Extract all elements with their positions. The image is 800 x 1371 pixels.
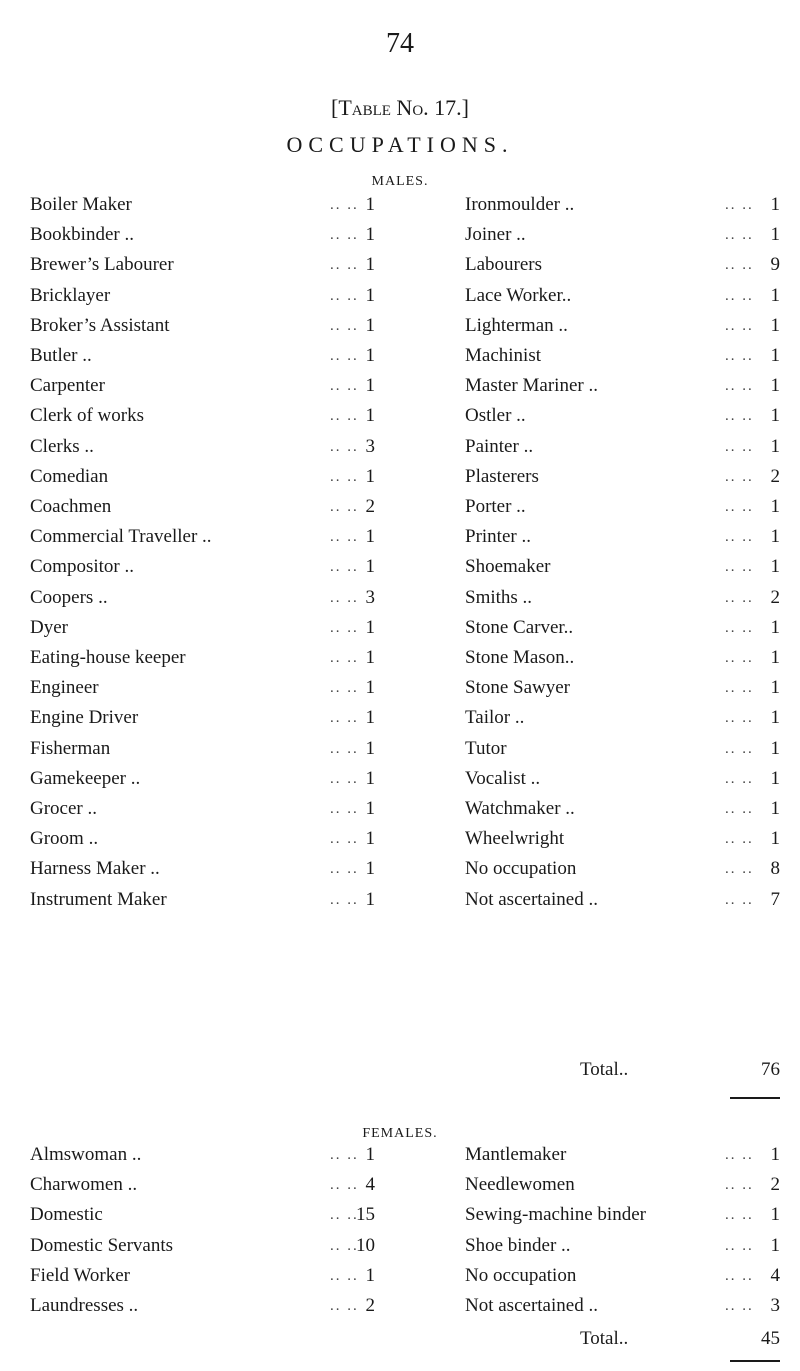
occupation-count: 1 <box>365 858 375 880</box>
list-item <box>30 734 375 764</box>
males-total-label: Total.. <box>580 1059 629 1080</box>
list-item <box>465 250 780 280</box>
list-item <box>30 1200 375 1230</box>
occupation-name: Lace Worker.. <box>465 284 572 306</box>
leader-dots: .. .. <box>725 680 754 697</box>
occupation-name: Brewer’s Labourer <box>30 254 174 276</box>
occupation-name: Sewing-machine binder <box>465 1204 646 1226</box>
leader-dots: .. .. <box>330 831 359 848</box>
leader-dots: .. .. <box>725 831 754 848</box>
occupation-name: Porter .. <box>465 496 526 517</box>
occupation-count: 1 <box>770 707 780 729</box>
leader-dots: .. .. <box>725 438 754 455</box>
occupation-count: 10 <box>356 1234 375 1256</box>
leader-dots: .. .. <box>725 1207 754 1224</box>
occupation-count: 7 <box>770 888 780 910</box>
occupation-count: 1 <box>770 435 780 457</box>
table-label <box>0 95 800 121</box>
leader-dots: .. .. <box>725 740 754 757</box>
occupation-count: 2 <box>770 1174 780 1196</box>
list-item <box>30 643 375 673</box>
occupation-count: 1 <box>365 647 375 668</box>
occupation-name: Not ascertained .. <box>465 888 598 910</box>
list-item <box>465 613 780 643</box>
occupation-name: Smiths .. <box>465 586 533 608</box>
occupation-count: 1 <box>365 707 375 729</box>
occupation-count: 1 <box>365 616 375 638</box>
list-item <box>465 854 780 884</box>
list-item <box>30 824 375 854</box>
leader-dots: .. .. <box>330 197 359 213</box>
occupation-count: 1 <box>365 345 375 366</box>
occupation-name: Field Worker <box>30 1264 130 1286</box>
list-item <box>465 432 780 462</box>
females-heading: FEMALES. <box>362 1126 438 1141</box>
occupation-name: Lighterman .. <box>465 314 568 336</box>
leader-dots: .. .. <box>725 1147 754 1163</box>
leader-dots: .. .. <box>330 317 359 334</box>
occupation-name: Bookbinder .. <box>30 224 134 246</box>
list-item <box>465 1140 780 1170</box>
list-item <box>465 552 780 582</box>
occupation-name: No occupation <box>465 858 577 880</box>
list-item <box>30 885 375 915</box>
leader-dots: .. .. <box>725 861 754 878</box>
occupation-count: 1 <box>770 1144 780 1165</box>
leader-dots: .. .. <box>725 499 754 515</box>
list-item <box>30 371 375 401</box>
occupation-name: Domestic <box>30 1204 103 1226</box>
table-label-text: [Table No. 17.] <box>331 95 469 120</box>
list-item <box>465 583 780 613</box>
leader-dots: .. .. <box>330 1147 359 1163</box>
list-item <box>465 703 780 733</box>
leader-dots: .. .. <box>330 1267 359 1284</box>
leader-dots: .. .. <box>725 619 754 636</box>
occupation-name: Painter .. <box>465 435 534 457</box>
list-item <box>30 311 375 341</box>
occupation-name: Stone Mason.. <box>465 647 575 668</box>
leader-dots: .. .. <box>330 619 359 636</box>
occupation-count: 1 <box>365 828 375 850</box>
occupation-name: Clerks .. <box>30 435 94 457</box>
list-item <box>30 281 375 311</box>
list-item <box>465 643 780 673</box>
leader-dots: .. .. <box>330 1237 359 1254</box>
list-item <box>30 220 375 250</box>
list-item <box>465 885 780 915</box>
occupation-count: 2 <box>770 586 780 608</box>
leader-dots: .. .. <box>330 468 359 485</box>
list-item <box>465 824 780 854</box>
occupation-count: 1 <box>365 314 375 336</box>
leader-dots: .. .. <box>330 740 359 757</box>
leader-dots: .. .. <box>330 1207 359 1224</box>
occupation-name: Labourers <box>465 254 543 276</box>
occupation-count: 1 <box>770 224 780 246</box>
occupation-name: Laundresses .. <box>30 1295 139 1316</box>
list-item <box>30 1170 375 1200</box>
occupation-count: 1 <box>365 1144 375 1165</box>
leader-dots: .. .. <box>725 348 754 364</box>
list-item <box>30 401 375 431</box>
leader-dots: .. .. <box>330 499 359 515</box>
occupation-name: Dyer <box>30 616 68 638</box>
occupation-count: 1 <box>770 616 780 638</box>
leader-dots: .. .. <box>330 438 359 455</box>
list-item <box>465 794 780 824</box>
occupation-count: 3 <box>365 586 375 608</box>
occupation-name: Wheelwright <box>465 828 565 850</box>
occupation-count: 1 <box>365 465 375 487</box>
occupation-name: Not ascertained .. <box>465 1295 598 1316</box>
list-item <box>465 281 780 311</box>
leader-dots: .. .. <box>330 378 359 395</box>
occupation-count: 1 <box>770 798 780 819</box>
occupation-name: Carpenter <box>30 375 105 397</box>
occupation-name: Mantlemaker <box>465 1144 567 1165</box>
occupation-count: 15 <box>356 1204 375 1226</box>
occupation-count: 1 <box>365 798 375 819</box>
list-item <box>465 190 780 220</box>
occupation-count: 1 <box>365 254 375 276</box>
leader-dots: .. .. <box>725 1298 754 1314</box>
leader-dots: .. .. <box>725 378 754 395</box>
list-item <box>465 311 780 341</box>
occupation-name: Ironmoulder .. <box>465 194 575 215</box>
page-title: OCCUPATIONS. <box>286 132 514 157</box>
occupation-name: Coachmen <box>30 496 112 517</box>
occupation-count: 1 <box>770 375 780 397</box>
leader-dots: .. .. <box>725 559 754 576</box>
leader-dots: .. .. <box>330 801 359 817</box>
leader-dots: .. .. <box>725 317 754 334</box>
occupation-name: No occupation <box>465 1264 577 1286</box>
leader-dots: .. .. <box>330 650 359 666</box>
occupation-count: 4 <box>365 1174 375 1196</box>
occupation-name: Domestic Servants <box>30 1234 174 1256</box>
leader-dots: .. .. <box>330 257 359 274</box>
leader-dots: .. .. <box>725 650 754 666</box>
occupation-name: Master Mariner .. <box>465 375 598 397</box>
leader-dots: .. .. <box>725 589 754 606</box>
occupation-count: 1 <box>770 647 780 668</box>
leader-dots: .. .. <box>330 529 359 546</box>
occupation-name: Tailor .. <box>465 707 525 729</box>
list-item <box>30 522 375 552</box>
females-total-label: Total.. <box>580 1328 629 1349</box>
leader-dots: .. .. <box>330 1298 359 1314</box>
list-item <box>465 341 780 371</box>
leader-dots: .. .. <box>330 861 359 878</box>
occupation-count: 1 <box>770 496 780 517</box>
leader-dots: .. .. <box>725 408 754 425</box>
occupation-name: Charwomen .. <box>30 1174 138 1196</box>
occupation-count: 1 <box>365 677 375 699</box>
list-item <box>465 673 780 703</box>
occupation-name: Printer .. <box>465 526 531 548</box>
list-item <box>465 1170 780 1200</box>
occupation-name: Engine Driver <box>30 707 139 729</box>
occupation-count: 1 <box>770 314 780 336</box>
occupation-name: Clerk of works <box>30 405 144 427</box>
occupation-name: Bricklayer <box>30 284 111 306</box>
occupation-name: Shoemaker <box>465 556 551 578</box>
occupation-name: Fisherman <box>30 737 111 759</box>
list-item <box>30 492 375 522</box>
list-item <box>465 220 780 250</box>
leader-dots: .. .. <box>725 891 754 908</box>
occupation-name: Vocalist .. <box>465 767 541 789</box>
occupation-count: 1 <box>770 1204 780 1226</box>
list-item <box>465 734 780 764</box>
males-total-value: 76 <box>761 1059 780 1080</box>
occupation-name: Compositor .. <box>30 556 134 578</box>
list-item <box>30 673 375 703</box>
occupation-count: 1 <box>365 737 375 759</box>
occupation-count: 1 <box>365 224 375 246</box>
occupation-count: 1 <box>770 737 780 759</box>
leader-dots: .. .. <box>330 348 359 364</box>
leader-dots: .. .. <box>725 1177 754 1194</box>
occupation-name: Instrument Maker <box>30 888 167 910</box>
occupation-name: Gamekeeper .. <box>30 767 141 789</box>
females-total-value: 45 <box>761 1328 780 1349</box>
list-item <box>30 1231 375 1261</box>
leader-dots: .. .. <box>330 408 359 425</box>
leader-dots: .. .. <box>725 287 754 304</box>
list-item <box>465 462 780 492</box>
occupation-name: Commercial Traveller .. <box>30 526 212 548</box>
list-item <box>30 1291 375 1321</box>
occupation-count: 3 <box>365 435 375 457</box>
leader-dots: .. .. <box>725 1237 754 1254</box>
occupation-count: 1 <box>770 677 780 699</box>
occupation-name: Butler .. <box>30 345 92 366</box>
list-item <box>30 854 375 884</box>
occupation-name: Stone Carver.. <box>465 616 574 638</box>
leader-dots: .. .. <box>330 1177 359 1194</box>
occupation-name: Coopers .. <box>30 586 108 608</box>
leader-dots: .. .. <box>725 257 754 274</box>
occupation-count: 2 <box>365 1295 375 1316</box>
leader-dots: .. .. <box>725 770 754 787</box>
occupation-count: 1 <box>365 888 375 910</box>
occupation-count: 1 <box>770 828 780 850</box>
occupation-count: 8 <box>770 858 780 880</box>
males-heading: MALES. <box>371 174 429 189</box>
occupation-name: Groom .. <box>30 828 99 850</box>
leader-dots: .. .. <box>725 710 754 727</box>
list-item <box>30 703 375 733</box>
occupation-name: Boiler Maker <box>30 194 132 215</box>
leader-dots: .. .. <box>330 680 359 697</box>
occupation-count: 2 <box>770 465 780 487</box>
occupation-count: 1 <box>770 1234 780 1256</box>
leader-dots: .. .. <box>725 529 754 546</box>
occupation-count: 3 <box>770 1295 780 1316</box>
list-item <box>30 432 375 462</box>
occupation-name: Engineer <box>30 677 99 699</box>
occupation-count: 1 <box>770 405 780 427</box>
list-item <box>30 764 375 794</box>
leader-dots: .. .. <box>330 227 359 244</box>
occupation-count: 1 <box>365 405 375 427</box>
list-item <box>30 341 375 371</box>
page-number: 74 <box>386 28 414 59</box>
occupation-count: 1 <box>770 284 780 306</box>
occupation-name: Machinist <box>465 345 541 366</box>
list-item <box>465 1231 780 1261</box>
list-item <box>30 613 375 643</box>
list-item <box>30 1261 375 1291</box>
occupation-name: Eating-house keeper <box>30 647 186 668</box>
occupation-name: Grocer .. <box>30 798 97 819</box>
occupation-count: 4 <box>770 1264 780 1286</box>
list-item <box>465 764 780 794</box>
list-item <box>465 522 780 552</box>
occupation-count: 1 <box>770 194 780 215</box>
list-item <box>30 250 375 280</box>
males-total-rule <box>730 1097 780 1099</box>
occupation-count: 1 <box>365 1264 375 1286</box>
leader-dots: .. .. <box>725 801 754 817</box>
list-item <box>30 190 375 220</box>
occupation-name: Watchmaker .. <box>465 798 575 819</box>
list-item <box>465 1291 780 1321</box>
occupation-count: 1 <box>365 556 375 578</box>
leader-dots: .. .. <box>725 1267 754 1284</box>
females-total-rule <box>730 1360 780 1362</box>
occupation-name: Ostler .. <box>465 405 526 427</box>
leader-dots: .. .. <box>330 559 359 576</box>
occupation-name: Stone Sawyer <box>465 677 571 699</box>
occupation-count: 1 <box>365 194 375 215</box>
occupation-name: Shoe binder .. <box>465 1234 571 1256</box>
leader-dots: .. .. <box>330 287 359 304</box>
occupation-count: 1 <box>770 526 780 548</box>
occupation-name: Needlewomen <box>465 1174 575 1196</box>
occupation-count: 1 <box>365 526 375 548</box>
occupation-count: 1 <box>365 375 375 397</box>
leader-dots: .. .. <box>725 227 754 244</box>
list-item <box>465 1261 780 1291</box>
leader-dots: .. .. <box>725 197 754 213</box>
occupation-name: Tutor <box>465 737 507 759</box>
occupation-count: 1 <box>365 767 375 789</box>
leader-dots: .. .. <box>330 589 359 606</box>
occupation-name: Harness Maker .. <box>30 858 160 880</box>
list-item <box>30 462 375 492</box>
list-item <box>465 1200 780 1230</box>
list-item <box>465 401 780 431</box>
occupation-name: Almswoman .. <box>30 1144 142 1165</box>
occupation-count: 1 <box>770 345 780 366</box>
occupation-name: Comedian <box>30 465 109 487</box>
occupation-count: 9 <box>770 254 780 276</box>
leader-dots: .. .. <box>330 891 359 908</box>
leader-dots: .. .. <box>330 710 359 727</box>
occupation-count: 2 <box>365 496 375 517</box>
list-item <box>30 583 375 613</box>
leader-dots: .. .. <box>725 468 754 485</box>
list-item <box>30 794 375 824</box>
occupation-count: 1 <box>770 767 780 789</box>
list-item <box>30 1140 375 1170</box>
occupation-name: Broker’s Assistant <box>30 314 170 336</box>
occupation-name: Joiner .. <box>465 224 526 246</box>
occupation-count: 1 <box>365 284 375 306</box>
list-item <box>30 552 375 582</box>
occupation-name: Plasterers <box>465 465 539 487</box>
occupation-count: 1 <box>770 556 780 578</box>
list-item <box>465 371 780 401</box>
list-item <box>465 492 780 522</box>
leader-dots: .. .. <box>330 770 359 787</box>
